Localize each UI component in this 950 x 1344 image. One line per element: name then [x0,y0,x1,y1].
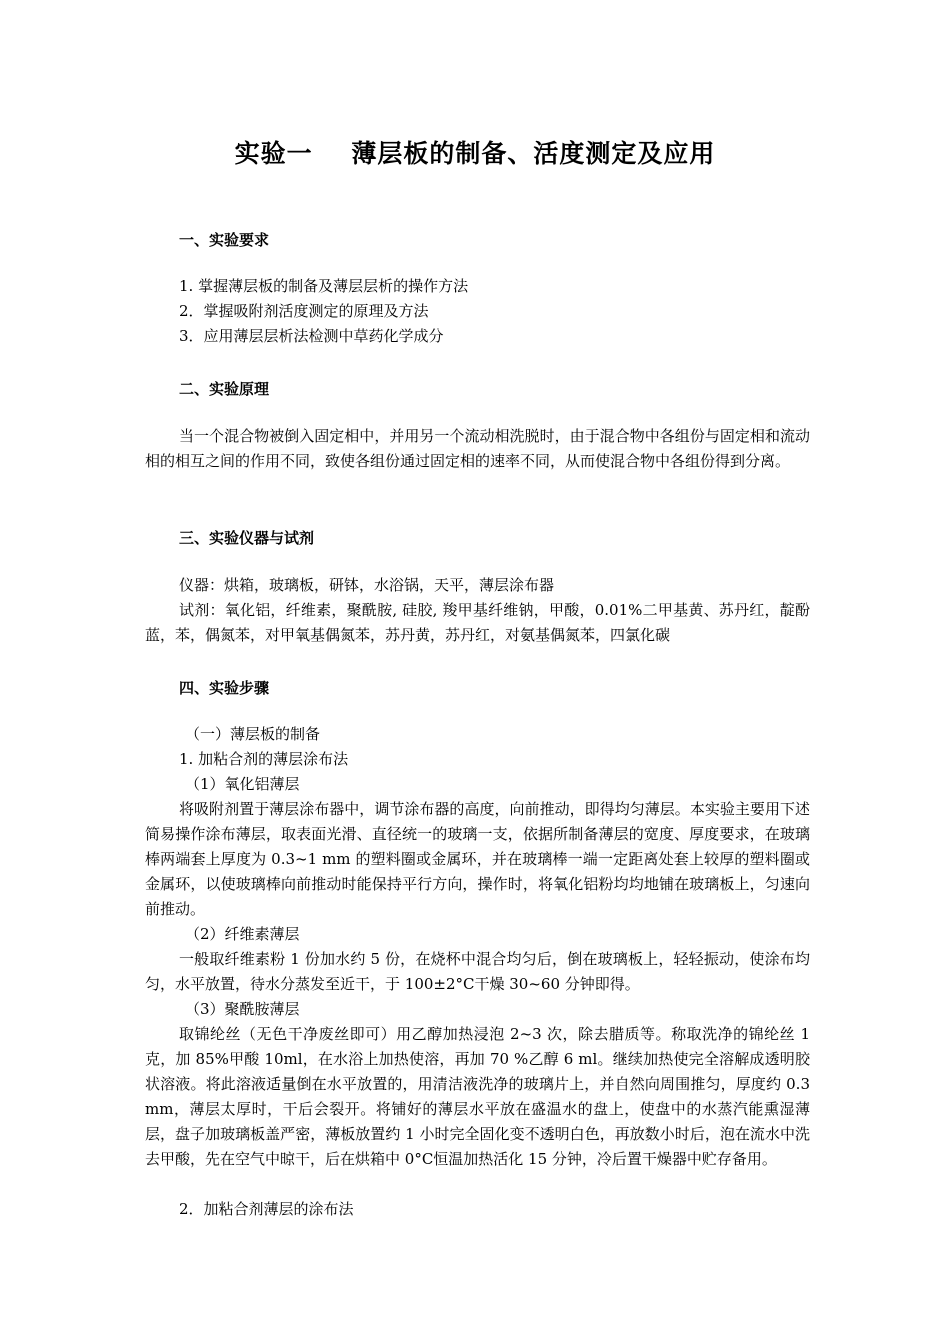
requirement-item-1: 1. 掌握薄层板的制备及薄层层析的操作方法 [179,277,469,295]
requirement-item-2: 2．掌握吸附剂活度测定的原理及方法 [179,302,429,320]
reagents-paragraph: 试剂：氧化铝，纤维素，聚酰胺, 硅胶, 羧甲基纤维钠，甲酸，0.01%二甲基黄、苏丹红，靛酚蓝，苯，偶氮苯，对甲氧基偶氮苯，苏丹黄，苏丹红，对氨基偶氮苯，四氯化碳 [145,601,810,644]
cellulose-layer-heading: （2）纤维素薄层 [185,925,300,943]
section-heading-procedure: 四、实验步骤 [179,679,270,697]
section-heading-instruments: 三、实验仪器与试剂 [179,529,315,547]
instruments-line: 仪器：烘箱，玻璃板，研钵，水浴锅，天平，薄层涂布器 [179,576,555,594]
principle-paragraph: 当一个混合物被倒入固定相中，并用另一个流动相洗脱时，由于混合物中各组份与固定相和流动相的相互之间的作用不同，致使各组份通过固定相的速率不同，从而使混合物中各组份得到分离。 [145,427,810,470]
subsection-heading-preparation: （一）薄层板的制备 [185,725,321,743]
polyamide-layer-heading: （3）聚酰胺薄层 [185,1000,300,1018]
page-title: 实验一 薄层板的制备、活度测定及应用 [234,139,716,168]
alumina-layer-paragraph: 将吸附剂置于薄层涂布器中，调节涂布器的高度，向前推动，即得均匀薄层。本实验主要用下述简易操作涂布薄层，取表面光滑、直径统一的玻璃一支，依据所制备薄层的宽度、厚度要求，在玻璃棒两端套上厚度为 0.3~1 mm 的塑料圈或金属环，并在玻璃棒一端一定距离处套上较厚的塑料圈或金属环，以使玻璃棒向前推动时能保持平行方向，操作时，将氧化铝粉均均地铺在玻璃板上，匀速向前推动。 [145,800,810,918]
requirement-item-3: 3．应用薄层层析法检测中草药化学成分 [179,327,444,345]
alumina-layer-heading: （1）氧化铝薄层 [185,775,300,793]
method-2-heading: 2．加粘合剂薄层的涂布法 [179,1200,354,1218]
section-heading-principle: 二、实验原理 [179,380,270,398]
cellulose-layer-paragraph: 一般取纤维素粉 1 份加水约 5 份，在烧杯中混合均匀后，倒在玻璃板上，轻轻振动，使涂布均匀，水平放置，待水分蒸发至近干，于 100±2°C干燥 30~60 分钟即得。 [145,950,810,993]
section-heading-requirements: 一、实验要求 [179,231,270,249]
polyamide-layer-paragraph: 取锦纶丝（无色干净废丝即可）用乙醇加热浸泡 2~3 次，除去腊质等。称取洗净的锦纶丝 1 克，加 85%甲酸 10ml，在水浴上加热使溶，再加 70 %乙醇 6 ml。继续加热使完全溶解成透明胶状溶液。将此溶液适量倒在水平放置的，用清洁液洗净的玻璃片上，并自然向周围推匀，厚度约 0.3 mm，薄层太厚时，干后会裂开。将铺好的薄层水平放在盛温水的盘上，使盘中的水蒸汽能熏湿薄层，盘子加玻璃板盖严密，薄板放置约 1 小时完全固化变不透明白色，再放数小时后，泡在流水中洗去甲酸，先在空气中晾干，后在烘箱中 0°C恒温加热活化 15 分钟，冷后置干燥器中贮存备用。 [145,1025,810,1168]
method-1-heading: 1. 加粘合剂的薄层涂布法 [179,750,349,768]
